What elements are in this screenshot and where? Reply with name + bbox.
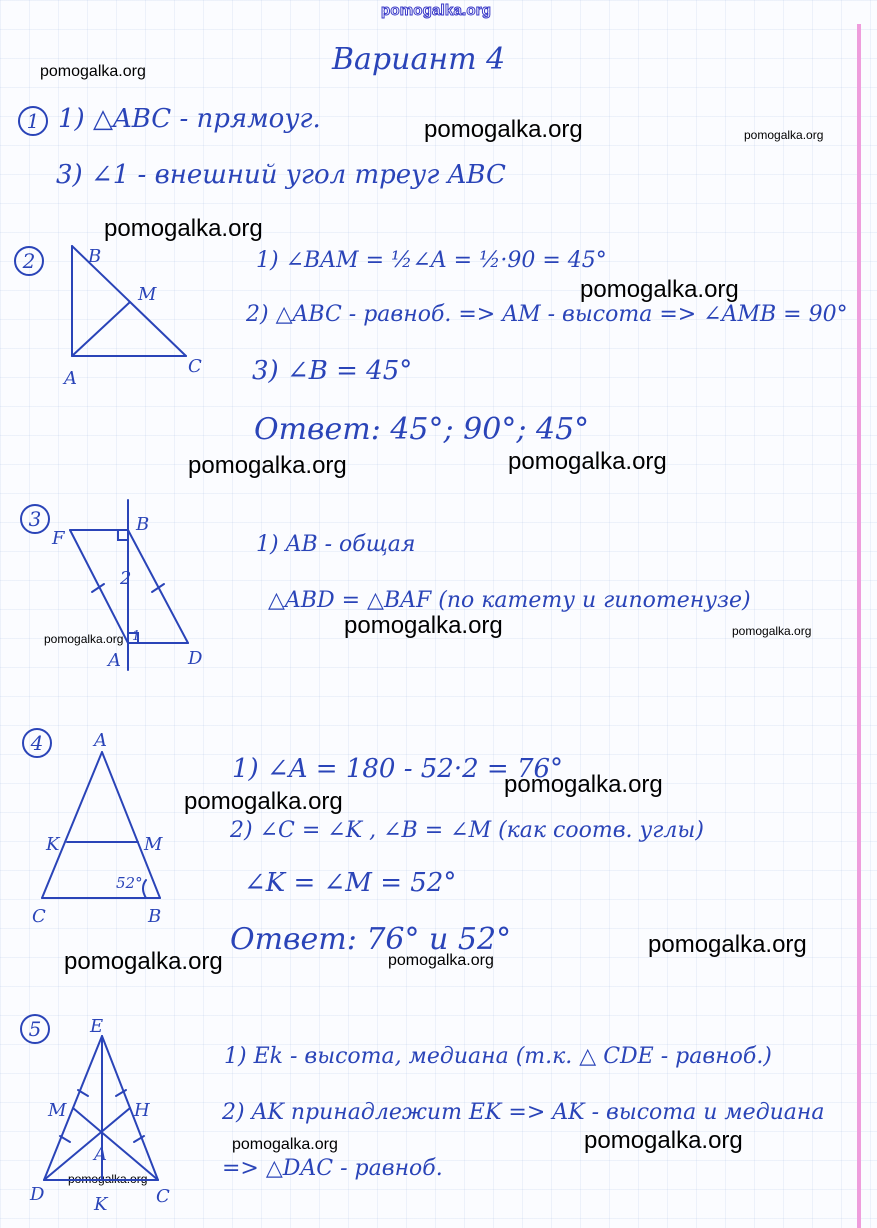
vertex-label-d: D [30, 1184, 45, 1205]
vertex-label-m: M [48, 1100, 67, 1121]
angle-label-1: 1 [132, 629, 141, 644]
task1-line1: 1) △ABC - прямоуг. [58, 104, 321, 134]
watermark: pomogalka.org [232, 1136, 338, 1153]
task2-line1: 1) ∠BAM = ½∠A = ½·90 = 45° [256, 248, 607, 273]
vertex-label-a: A [94, 1144, 107, 1165]
task1-line2: 3) ∠1 - внешний угол треуг ABC [56, 160, 506, 190]
vertex-label-d: D [188, 648, 203, 669]
watermark: pomogalka.org [44, 632, 124, 646]
watermark: pomogalka.org [508, 448, 667, 475]
task4-line1: 1) ∠A = 180 - 52·2 = 76° [232, 754, 564, 784]
angle-label-52: 52° [116, 874, 143, 892]
vertex-label-m: M [144, 834, 163, 855]
task4-line2: 2) ∠C = ∠K , ∠B = ∠M (как соотв. углы) [230, 818, 704, 843]
vertex-label-c: C [32, 906, 46, 927]
vertex-label-c: C [156, 1186, 170, 1207]
vertex-label-h: H [134, 1100, 150, 1121]
task3-line1: 1) AB - общая [256, 532, 416, 557]
vertex-label-a: A [64, 368, 77, 389]
task5-line2: 2) AK принадлежит EK => AK - высота и медиана [222, 1100, 825, 1125]
watermark: pomogalka.org [504, 771, 663, 798]
page-title: Вариант 4 [332, 42, 506, 77]
vertex-label-b: B [148, 906, 162, 927]
watermark-top: pomogalka.org [381, 2, 492, 19]
task5-line1: 1) Ek - высота, медиана (т.к. △ CDE - равноб.) [224, 1044, 772, 1069]
vertex-label-m: M [138, 284, 157, 305]
vertex-label-f: F [52, 528, 65, 549]
task4-answer: Ответ: 76° и 52° [230, 922, 512, 957]
task4-line3: ∠K = ∠M = 52° [244, 868, 457, 898]
watermark: pomogalka.org [744, 128, 824, 142]
watermark: pomogalka.org [188, 452, 347, 479]
watermark: pomogalka.org [64, 948, 223, 975]
watermark: pomogalka.org [344, 612, 503, 639]
vertex-label-e: E [90, 1016, 104, 1037]
vertex-label-b: B [136, 514, 150, 535]
vertex-label-k: K [46, 834, 60, 855]
task-number: 4 [22, 728, 52, 758]
watermark: pomogalka.org [584, 1127, 743, 1154]
task3-line2: △ABD = △BAF (по катету и гипотенузе) [268, 588, 751, 613]
task-number: 3 [20, 504, 50, 534]
watermark: pomogalka.org [68, 1172, 148, 1186]
watermark: pomogalka.org [732, 624, 812, 638]
task2-answer: Ответ: 45°; 90°; 45° [254, 412, 590, 447]
task2-line3: 3) ∠B = 45° [252, 356, 413, 386]
watermark: pomogalka.org [648, 931, 807, 958]
vertex-label-a: A [108, 650, 121, 671]
watermark: pomogalka.org [184, 788, 343, 815]
task-number: 1 [18, 106, 48, 136]
watermark: pomogalka.org [424, 116, 583, 143]
vertex-label-k: K [94, 1194, 108, 1215]
watermark: pomogalka.org [388, 952, 494, 969]
task-number: 5 [20, 1014, 50, 1044]
vertex-label-c: C [188, 356, 202, 377]
task-number: 2 [14, 246, 44, 276]
vertex-label-b: B [88, 246, 102, 267]
angle-label-2: 2 [120, 568, 132, 589]
task2-line2: 2) △ABC - равноб. => AM - высота => ∠AMB = 90° [246, 302, 848, 327]
vertex-label-a: A [94, 730, 107, 751]
watermark: pomogalka.org [40, 63, 146, 80]
watermark: pomogalka.org [104, 215, 263, 242]
watermark: pomogalka.org [580, 276, 739, 303]
task5-line3: => △DAC - равноб. [222, 1156, 443, 1181]
